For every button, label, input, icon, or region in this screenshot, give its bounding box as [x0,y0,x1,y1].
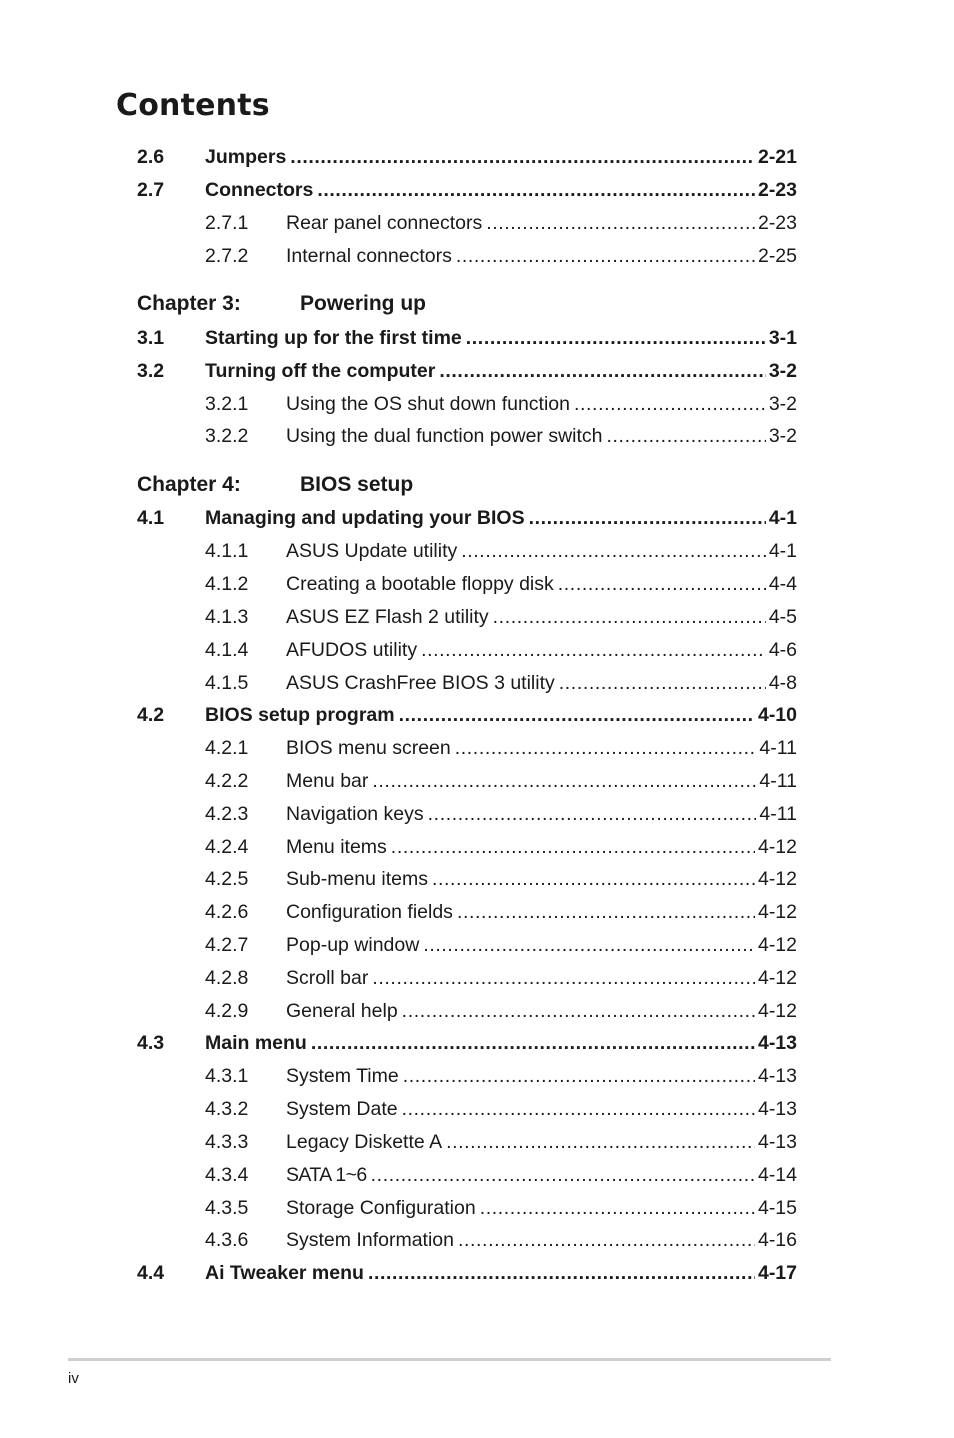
toc-entry-4-2-2[interactable] [137,769,797,793]
toc-label: General help [286,1000,398,1022]
toc-page: 2-25 [757,245,797,267]
toc-entry-4-3-3[interactable] [137,1130,797,1154]
toc-entry-4-2-4[interactable] [137,835,797,859]
toc-number: 4.3.1 [205,1065,249,1087]
toc-entry-4-2-1[interactable] [137,736,797,760]
dot-leader [455,736,757,760]
toc-number: 3.1 [137,327,165,349]
dot-leader [559,671,766,695]
footer-page-number: iv [68,1370,79,1387]
toc-entry-3-2[interactable] [137,359,797,383]
dot-leader [458,1228,755,1252]
toc-number: 2.7.2 [205,245,249,267]
toc-page: 4-12 [757,868,797,890]
toc-label: Starting up for the first time [205,327,462,349]
toc-label: System Time [286,1065,399,1087]
toc-label: Using the dual function power switch [286,425,603,447]
chapter-title: BIOS setup [300,473,414,496]
toc-number: 2.7.1 [205,212,249,234]
toc-page: 4-13 [757,1098,797,1120]
toc-number: 4.1.3 [205,606,249,628]
chapter-heading-4 [137,471,413,499]
toc-label: Ai Tweaker menu [205,1262,364,1284]
toc-page: 4-1 [768,540,797,562]
toc-label: Turning off the computer [205,360,436,382]
dot-leader [493,605,766,629]
toc-page: 3-2 [768,393,797,415]
toc-page: 2-23 [757,212,797,234]
toc-page: 4-4 [768,573,797,595]
toc-number: 2.6 [137,146,165,168]
toc-page: 4-11 [759,770,797,792]
toc-page: 4-12 [757,1000,797,1022]
toc-page: 3-2 [768,360,797,382]
toc-number: 4.2.4 [205,836,249,858]
toc-entry-3-2-2[interactable] [137,424,797,448]
dot-leader [480,1196,755,1220]
page-title: Contents [116,88,270,123]
dot-leader [428,802,757,826]
toc-entry-4-1-5[interactable] [137,671,797,695]
dot-leader [423,933,755,957]
toc-number: 4.2.2 [205,770,249,792]
toc-number: 3.2 [137,360,165,382]
toc-page: 2-21 [757,146,797,168]
toc-label: ASUS EZ Flash 2 utility [286,606,489,628]
toc-entry-4-3-5[interactable] [137,1196,797,1220]
toc-label: Jumpers [205,146,287,168]
dot-leader [290,145,755,169]
toc-label: ASUS CrashFree BIOS 3 utility [286,672,555,694]
toc-entry-4-2[interactable] [137,703,797,727]
toc-entry-2-7-2[interactable] [137,244,797,268]
toc-label: AFUDOS utility [286,639,418,661]
dot-leader [402,1097,755,1121]
dot-leader [372,769,756,793]
dot-leader [402,999,755,1023]
toc-label: Using the OS shut down function [286,393,570,415]
dot-leader [558,572,766,596]
toc-label: BIOS setup program [205,704,395,726]
toc-number: 4.1.1 [205,540,249,562]
toc-page: 4-5 [768,606,797,628]
toc-entry-2-7-1[interactable] [137,211,797,235]
toc-entry-4-1[interactable] [137,506,797,530]
toc-number: 4.3.6 [205,1229,249,1251]
toc-number: 4.1.2 [205,573,249,595]
toc-label: Storage Configuration [286,1197,476,1219]
dot-leader [432,867,755,891]
toc-number: 4.4 [137,1262,165,1284]
toc-label: Pop-up window [286,934,420,956]
toc-number: 4.2 [137,704,165,726]
dot-leader [457,900,755,924]
dot-leader [439,359,765,383]
toc-page: 4-1 [768,507,797,529]
toc-page: 4-13 [757,1065,797,1087]
toc-page: 4-14 [757,1164,797,1186]
toc-label: Creating a bootable floppy disk [286,573,554,595]
toc-entry-2-6[interactable] [137,145,797,169]
chapter-number: Chapter 4: [137,473,241,496]
dot-leader [368,1261,755,1285]
toc-page: 4-6 [768,639,797,661]
toc-number: 4.3 [137,1032,165,1054]
toc-label: Configuration fields [286,901,453,923]
toc-page: 4-11 [759,803,797,825]
toc-number: 4.2.8 [205,967,249,989]
toc-label: Navigation keys [286,803,424,825]
toc-label: Menu items [286,836,387,858]
toc-entry-4-1-1[interactable] [137,539,797,563]
toc-label: System Information [286,1229,454,1251]
toc-page: 4-12 [757,934,797,956]
toc-label: Sub-menu items [286,868,428,890]
toc-page: 4-8 [768,672,797,694]
dot-leader [371,1163,755,1187]
toc-entry-4-2-3[interactable] [137,802,797,826]
toc-label: ASUS Update utility [286,540,458,562]
dot-leader [456,244,755,268]
toc-number: 4.2.1 [205,737,249,759]
toc-entry-4-2-8[interactable] [137,966,797,990]
toc-entry-4-2-9[interactable] [137,999,797,1023]
toc-page: 3-2 [768,425,797,447]
toc-label: Scroll bar [286,967,369,989]
toc-number: 4.3.4 [205,1164,249,1186]
toc-page: 4-10 [757,704,797,726]
toc-number: 4.3.5 [205,1197,249,1219]
toc-entry-4-4[interactable] [137,1261,797,1285]
toc-entry-4-1-4[interactable] [137,638,797,662]
dot-leader [421,638,766,662]
toc-entry-4-1-2[interactable] [137,572,797,596]
dot-leader [607,424,766,448]
chapter-number: Chapter 3: [137,292,241,315]
toc-entry-4-3-2[interactable] [137,1097,797,1121]
dot-leader [446,1130,755,1154]
toc-page: 4-13 [757,1131,797,1153]
toc-label: Main menu [205,1032,307,1054]
toc-number: 4.3.2 [205,1098,249,1120]
toc-number: 4.1 [137,507,165,529]
toc-page: 2-23 [757,179,797,201]
dot-leader [466,326,766,350]
toc-label: System Date [286,1098,398,1120]
toc-entry-4-2-5[interactable] [137,867,797,891]
toc-entry-4-3-4[interactable] [137,1163,797,1187]
toc-number: 4.1.4 [205,639,249,661]
toc-entry-4-3[interactable] [137,1031,797,1055]
toc-number: 4.3.3 [205,1131,249,1153]
toc-page: 4-11 [759,737,797,759]
toc-number: 4.2.3 [205,803,249,825]
toc-page: 4-13 [757,1032,797,1054]
toc-entry-4-2-6[interactable] [137,900,797,924]
dot-leader [391,835,755,859]
toc-label: SATA 1~6 [286,1164,367,1186]
toc-entry-3-1[interactable] [137,326,797,350]
toc-entry-4-1-3[interactable] [137,605,797,629]
dot-leader [574,392,766,416]
toc-entry-4-2-7[interactable] [137,933,797,957]
toc-number: 4.2.6 [205,901,249,923]
toc-number: 4.1.5 [205,672,249,694]
dot-leader [461,539,766,563]
toc-number: 4.2.7 [205,934,249,956]
toc-page: 4-12 [757,836,797,858]
toc-number: 4.2.5 [205,868,249,890]
toc-label: BIOS menu screen [286,737,451,759]
toc-entry-4-3-1[interactable] [137,1064,797,1088]
footer-divider [68,1358,831,1361]
dot-leader [317,178,755,202]
toc-label: Menu bar [286,770,369,792]
toc-entry-3-2-1[interactable] [137,392,797,416]
toc-page: 4-12 [757,901,797,923]
toc-label: Rear panel connectors [286,212,483,234]
toc-label: Connectors [205,179,314,201]
toc-page: 4-16 [757,1229,797,1251]
toc-number: 3.2.2 [205,425,249,447]
toc-label: Internal connectors [286,245,452,267]
toc-label: Legacy Diskette A [286,1131,443,1153]
dot-leader [311,1031,755,1055]
dot-leader [372,966,755,990]
toc-entry-2-7[interactable] [137,178,797,202]
dot-leader [486,211,755,235]
chapter-title: Powering up [300,292,426,315]
toc-page: 4-12 [757,967,797,989]
dot-leader [403,1064,755,1088]
toc-number: 4.2.9 [205,1000,249,1022]
toc-page: 4-15 [757,1197,797,1219]
chapter-heading-3 [137,290,426,318]
dot-leader [399,703,755,727]
toc-label: Managing and updating your BIOS [205,507,525,529]
toc-number: 2.7 [137,179,165,201]
toc-page: 4-17 [757,1262,797,1284]
toc-number: 3.2.1 [205,393,249,415]
dot-leader [529,506,766,530]
toc-entry-4-3-6[interactable] [137,1228,797,1252]
toc-page: 3-1 [768,327,797,349]
